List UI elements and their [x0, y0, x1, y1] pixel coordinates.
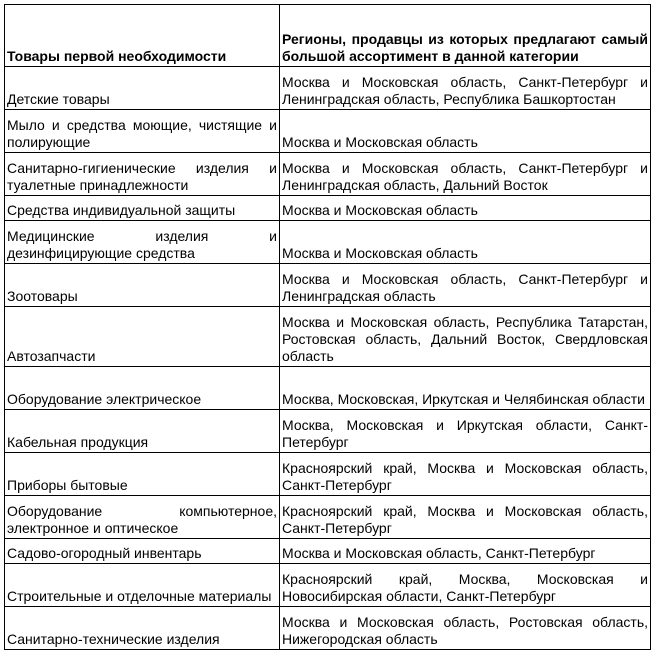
regions-cell: Москва и Московская область: [280, 196, 651, 221]
category-cell: Зоотовары: [5, 264, 280, 307]
table-row: [5, 496, 651, 539]
category-cell: Детские товары: [5, 67, 280, 110]
table-row: [5, 539, 651, 564]
category-cell: Санитарно-гигиенические изделия и туалетные принадлежности: [5, 153, 280, 196]
table-row: [5, 196, 651, 221]
table-row: [5, 221, 651, 264]
table-row: [5, 564, 651, 607]
regions-cell: Москва и Московская область, Санкт-Петербург: [280, 539, 651, 564]
category-cell: Оборудование электрическое: [5, 367, 280, 410]
table-row: [5, 67, 651, 110]
category-cell: Медицинские изделия и дезинфицирующие средства: [5, 221, 280, 264]
category-cell: Строительные и отделочные материалы: [5, 564, 280, 607]
table-row: [5, 410, 651, 453]
table-row: [5, 453, 651, 496]
header-regions: Регионы, продавцы из которых предлагают самый большой ассортимент в данной категории: [280, 5, 651, 67]
regions-cell: Москва и Московская область: [280, 110, 651, 153]
category-cell: Приборы бытовые: [5, 453, 280, 496]
header-goods: Товары первой необходимости: [5, 5, 280, 67]
regions-cell: Москва и Московская область: [280, 221, 651, 264]
table-header-row: [5, 5, 651, 67]
regions-cell: Красноярский край, Москва, Московская и Новосибирская области, Санкт-Петербург: [280, 564, 651, 607]
table-row: [5, 607, 651, 650]
category-cell: Средства индивидуальной защиты: [5, 196, 280, 221]
regions-cell: Москва и Московская область, Республика Татарстан, Ростовская область, Дальний Восток, Свердловская область: [280, 307, 651, 367]
regions-table: [4, 4, 651, 650]
category-cell: Кабельная продукция: [5, 410, 280, 453]
regions-cell: Москва и Московская область, Санкт-Петербург и Ленинградская область, Республика Башкортостан: [280, 67, 651, 110]
regions-cell: Красноярский край, Москва и Московская область, Санкт-Петербург: [280, 453, 651, 496]
category-cell: Садово-огородный инвентарь: [5, 539, 280, 564]
category-cell: Автозапчасти: [5, 307, 280, 367]
table-row: [5, 110, 651, 153]
table-row: [5, 307, 651, 367]
table-row: [5, 264, 651, 307]
regions-cell: Красноярский край, Москва и Московская область, Санкт-Петербург: [280, 496, 651, 539]
regions-cell: Москва и Московская область, Ростовская область, Нижегородская область: [280, 607, 651, 650]
category-cell: Оборудование компьютерное, электронное и оптическое: [5, 496, 280, 539]
category-cell: Мыло и средства моющие, чистящие и полирующие: [5, 110, 280, 153]
regions-cell: Москва и Московская область, Санкт-Петербург и Ленинградская область, Дальний Восток: [280, 153, 651, 196]
regions-cell: Москва и Московская область, Санкт-Петербург и Ленинградская область: [280, 264, 651, 307]
regions-cell: Москва, Московская и Иркутская области, Санкт-Петербург: [280, 410, 651, 453]
regions-cell: Москва, Московская, Иркутская и Челябинская области: [280, 367, 651, 410]
table-row: [5, 367, 651, 410]
category-cell: Санитарно-технические изделия: [5, 607, 280, 650]
table-row: [5, 153, 651, 196]
